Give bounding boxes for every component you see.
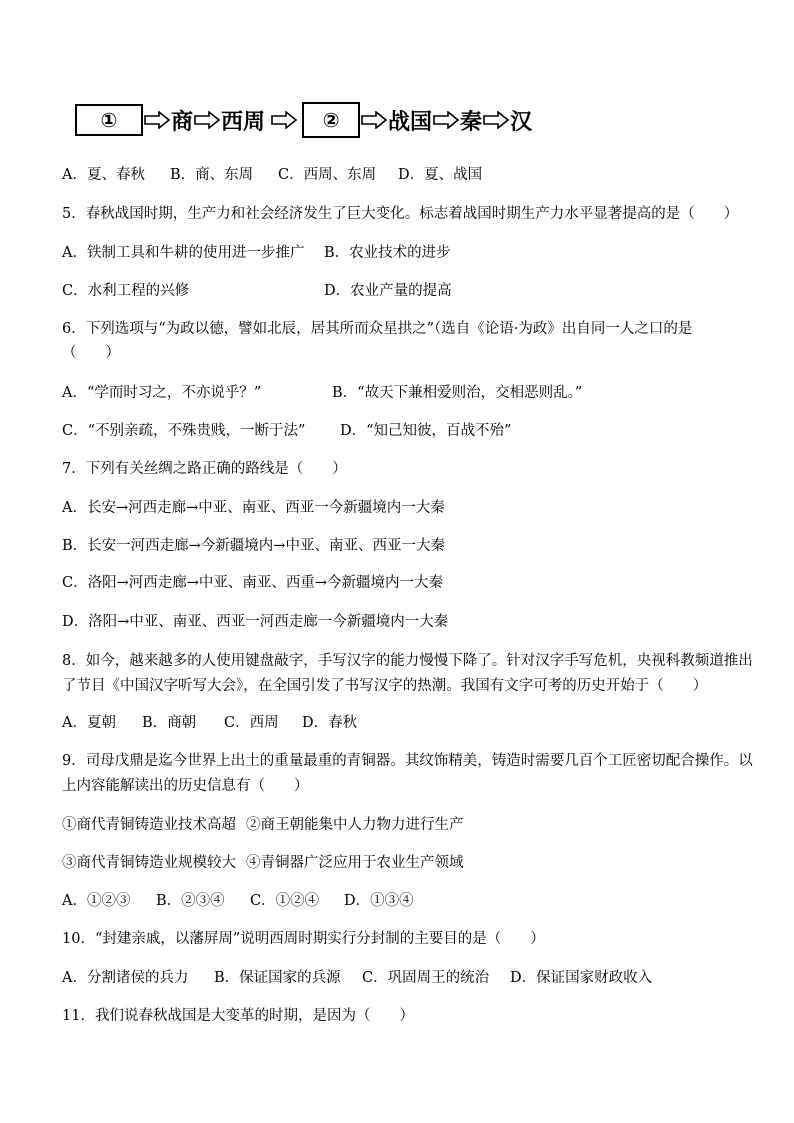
option-a[interactable]: A．夏朝 — [62, 715, 116, 731]
q9-stem-line2: 上内容能解读出的历史信息有（ ） — [62, 778, 309, 794]
option-a[interactable]: A．“学而时习之，不亦说乎？” — [62, 385, 262, 401]
option-d[interactable]: D．夏、战国 — [398, 167, 483, 183]
statement-2: ②商王朝能集中人力物力进行生产 — [246, 817, 464, 833]
q9-stem-line1: 9．司母戊鼎是迄今世界上出土的重量最重的青铜器。其纹饰精美，铸造时需要几百个工匠密切配合操作。以 — [62, 753, 753, 769]
option-d[interactable]: D．农业产量的提高 — [324, 283, 452, 299]
blank-box-1: ① — [75, 104, 143, 136]
option-c[interactable]: C．巩固周王的统治 — [362, 970, 490, 986]
q6-stem-line1: 6．下列选项与“为政以德，譬如北辰，居其所而众星拱之”（选自《论语·为政》出自同一人之口的是 — [62, 321, 693, 337]
option-b[interactable]: B．商朝 — [142, 715, 197, 731]
option-d[interactable]: D．①③④ — [344, 893, 414, 909]
option-a[interactable]: A．夏、春秋 — [62, 167, 145, 183]
statement-1: ①商代青铜铸造业技术高超 — [62, 817, 236, 833]
node-zhanguo: 战国 — [388, 109, 433, 135]
q9-statements-row2 — [62, 853, 464, 873]
right-arrow-icon — [433, 111, 459, 129]
node-han: 汉 — [510, 109, 533, 135]
option-c[interactable]: C．水利工程的兴修 — [62, 283, 190, 299]
option-b[interactable]: B．保证国家的兵源 — [214, 970, 341, 986]
q10-stem: 10．“封建亲戚，以藩屏周”说明西周时期实行分封制的主要目的是（ ） — [62, 931, 545, 947]
option-a[interactable]: A．①②③ — [62, 893, 131, 909]
node-shang: 商 — [171, 109, 194, 135]
q8-options — [62, 713, 357, 733]
option-c[interactable]: C．西周、东周 — [278, 167, 377, 183]
node-qin: 秦 — [460, 109, 483, 135]
right-arrow-icon — [271, 111, 297, 129]
option-d[interactable]: D．春秋 — [302, 715, 358, 731]
q5-options-row2 — [62, 281, 452, 301]
option-c[interactable]: C．西周 — [224, 715, 279, 731]
right-arrow-icon — [144, 111, 170, 129]
option-b[interactable]: B．②③④ — [156, 893, 225, 909]
statement-3: ③商代青铜铸造业规模较大 — [62, 855, 236, 871]
dynasty-flow-diagram — [75, 100, 532, 140]
statement-4: ④青铜器广泛应用于农业生产领域 — [246, 855, 464, 871]
option-b[interactable]: B．长安一河西走廊→今新疆境内→中亚、南亚、西亚一大秦 — [62, 538, 445, 554]
option-d[interactable]: D．洛阳→中亚、南亚、西亚一河西走廊一今新疆境内一大秦 — [62, 614, 449, 630]
right-arrow-icon — [483, 111, 509, 129]
option-c[interactable]: C．“不别亲疏，不殊贵贱，一断于法” — [62, 423, 306, 439]
q9-options — [62, 891, 414, 911]
right-arrow-icon — [361, 111, 387, 129]
q11-stem: 11．我们说春秋战国是大变革的时期，是因为（ ） — [62, 1008, 414, 1024]
option-a[interactable]: A．铁制工具和牛耕的使用进一步推广 — [62, 245, 305, 261]
option-c[interactable]: C．洛阳→河西走廊→中亚、南亚、西重→今新疆境内一大秦 — [62, 575, 444, 591]
right-arrow-icon — [194, 111, 220, 129]
option-c[interactable]: C．①②④ — [250, 893, 320, 909]
q4-options — [62, 165, 482, 185]
option-b[interactable]: B．商、东周 — [170, 167, 254, 183]
q7-stem: 7．下列有关丝绸之路正确的路线是（ ） — [62, 461, 347, 477]
option-d[interactable]: D．“知己知彼，百战不殆” — [340, 423, 512, 439]
q8-stem-line1: 8．如今，越来越多的人使用键盘敲字，手写汉字的能力慢慢下降了。针对汉字手写危机，央视科教频道推出 — [62, 653, 753, 669]
option-b[interactable]: B．“故天下兼相爱则治，交相恶则乱。” — [332, 385, 583, 401]
option-a[interactable]: A．分割诸侯的兵力 — [62, 970, 189, 986]
q6-options-row1 — [62, 383, 582, 403]
q6-stem-line2: （ ） — [62, 345, 120, 361]
option-b[interactable]: B．农业技术的进步 — [324, 245, 451, 261]
q10-options — [62, 968, 652, 988]
q5-stem: 5．春秋战国时期，生产力和社会经济发生了巨大变化。标志着战国时期生产力水平显著提高的是（ ） — [62, 206, 739, 222]
blank-box-2: ② — [302, 102, 360, 138]
q6-options-row2 — [62, 421, 511, 441]
q9-statements-row1 — [62, 815, 464, 835]
node-xizhou: 西周 — [221, 109, 266, 135]
q5-options-row1 — [62, 243, 451, 263]
option-d[interactable]: D．保证国家财政收入 — [510, 970, 653, 986]
option-a[interactable]: A．长安→河西走廊→中亚、南亚、西亚一今新疆境内一大秦 — [62, 500, 445, 516]
q8-stem-line2: 了节目《中国汉字听写大会》，在全国引发了书写汉字的热潮。我国有文字可考的历史开始于（ ） — [62, 678, 708, 694]
